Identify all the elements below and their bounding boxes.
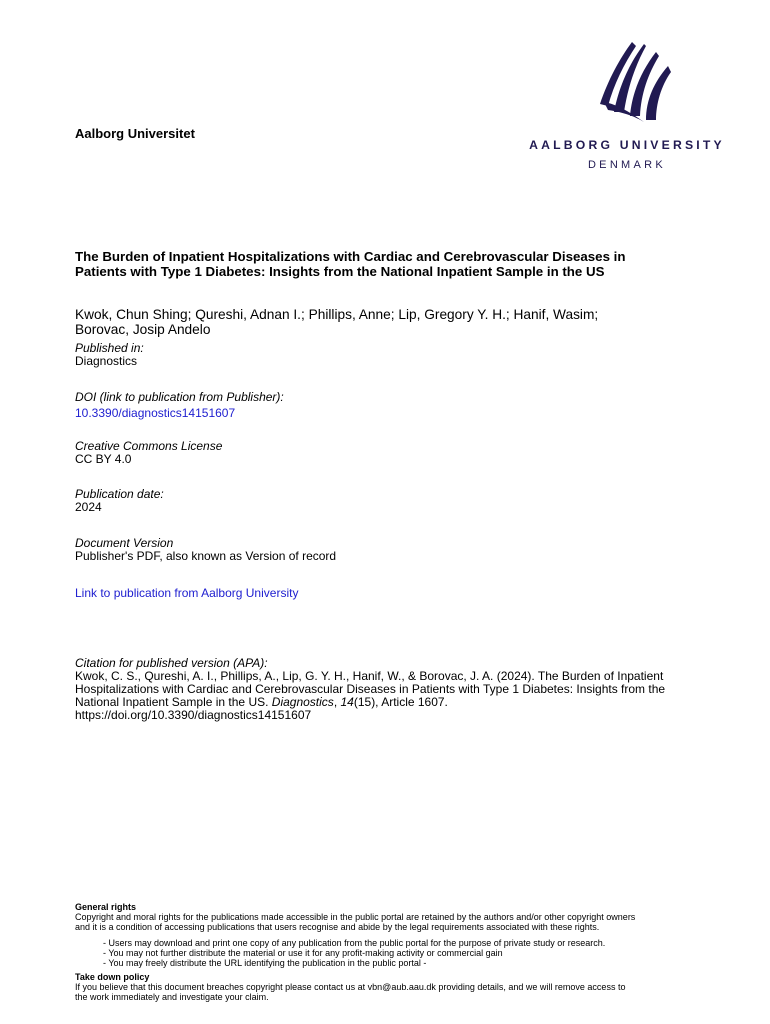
- license-value: CC BY 4.0: [75, 452, 132, 466]
- publication-date-section: [75, 488, 164, 514]
- published-in-label: Published in:: [75, 341, 144, 355]
- citation-label: Citation for published version (APA):: [75, 656, 268, 670]
- document-version-label: Document Version: [75, 536, 174, 550]
- aalborg-wave-emblem-icon: [584, 42, 674, 132]
- citation-section: [75, 657, 735, 722]
- citation-line: Hospitalizations with Cardiac and Cerebrovascular Diseases in Patients with Type 1 Diabetes: Insights from the: [75, 682, 666, 696]
- rights-paragraph-line: and it is a condition of accessing publications that users recognise and abide by the legal requirements associated with these rights.: [75, 922, 600, 932]
- license-label: Creative Commons License: [75, 439, 223, 453]
- doi-label: DOI (link to publication from Publisher):: [75, 390, 284, 404]
- publication-date-value: 2024: [75, 500, 102, 514]
- institution-name: Aalborg Universitet: [75, 126, 195, 141]
- publication-date-label: Publication date:: [75, 487, 164, 501]
- doi-link[interactable]: 10.3390/diagnostics14151607: [75, 406, 236, 420]
- license-section: [75, 440, 222, 466]
- published-in-section: [75, 342, 144, 368]
- journal-name: Diagnostics: [271, 695, 334, 709]
- document-version-value: Publisher's PDF, also known as Version of record: [75, 549, 337, 563]
- takedown-line: If you believe that this document breaches copyright please contact us at vbn@aub.aau.dk providing details, and we will remove access to: [75, 982, 626, 992]
- takedown-heading: Take down policy: [75, 972, 150, 982]
- published-in-value: Diagnostics: [75, 354, 138, 368]
- authors: Kwok, Chun Shing; Qureshi, Adnan I.; Phillips, Anne; Lip, Gregory Y. H.; Hanif, Wasim; Borovac, Josip Andelo: [75, 307, 599, 337]
- general-rights-heading: General rights: [75, 902, 137, 912]
- citation-line: Kwok, C. S., Qureshi, A. I., Phillips, A., Lip, G. Y. H., Hanif, W., & Borovac, J. A. (2024). The Burden of Inpatient: [75, 669, 664, 683]
- university-logo: [527, 42, 732, 177]
- rights-paragraph-line: Copyright and moral rights for the publications made accessible in the public portal are retained by the authors and/or other copyright owners: [75, 912, 636, 922]
- doi-section: [75, 391, 284, 422]
- logo-country: DENMARK: [587, 159, 667, 171]
- document-version-section: [75, 537, 336, 563]
- citation-line: National Inpatient Sample in the US. Diagnostics, 14(15), Article 1607.: [75, 695, 448, 709]
- general-rights-section: [75, 902, 735, 1002]
- rights-list: [103, 938, 735, 968]
- rights-list-item: - You may freely distribute the URL identifying the publication in the public portal -: [103, 958, 427, 968]
- rights-list-item: - Users may download and print one copy of any publication from the public portal for the purpose of private study or research.: [103, 938, 606, 948]
- journal-volume: 14: [340, 695, 354, 709]
- takedown-line: the work immediately and investigate your claim.: [75, 992, 269, 1002]
- citation-url[interactable]: https://doi.org/10.3390/diagnostics14151607: [75, 708, 312, 722]
- aalborg-publication-link[interactable]: Link to publication from Aalborg University: [75, 586, 299, 600]
- logo-wordmark: AALBORG UNIVERSITY: [529, 138, 725, 152]
- publication-title: The Burden of Inpatient Hospitalizations with Cardiac and Cerebrovascular Diseases in Patients with Type 1 Diabetes: Insights from the National Inpatient Sample in the US: [75, 249, 626, 279]
- rights-list-item: - You may not further distribute the material or use it for any profit-making activity or commercial gain: [103, 948, 503, 958]
